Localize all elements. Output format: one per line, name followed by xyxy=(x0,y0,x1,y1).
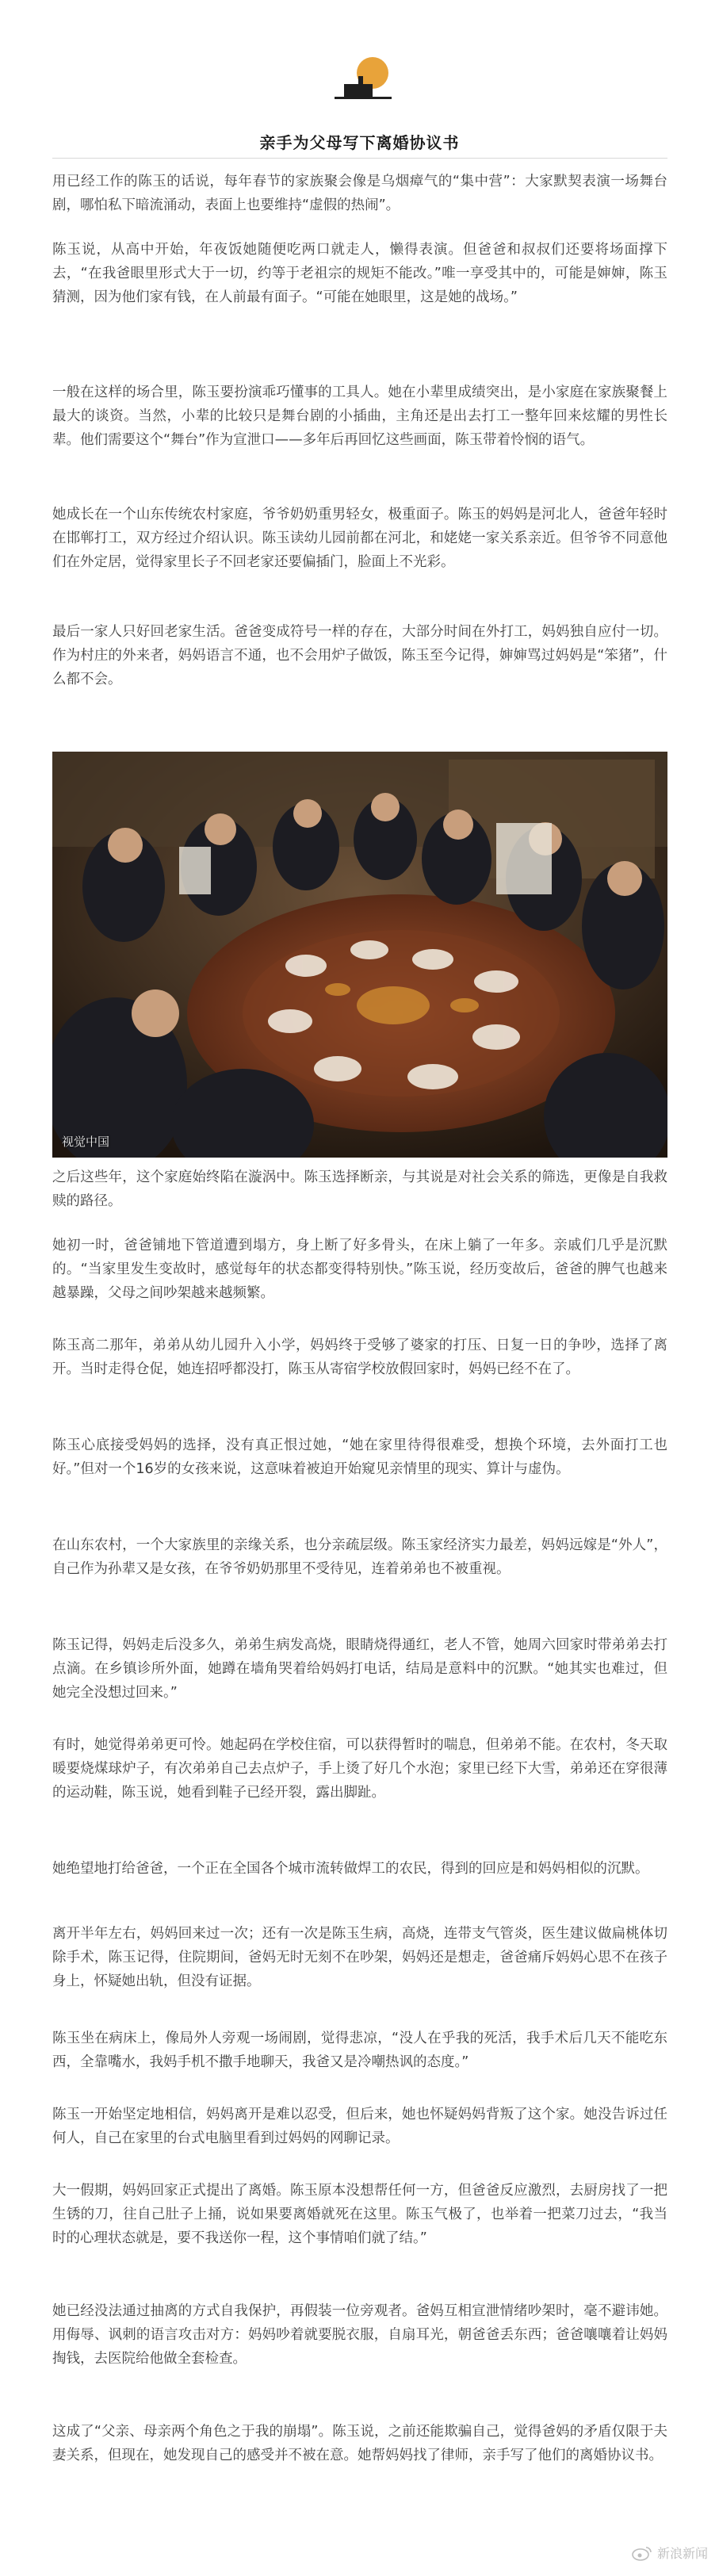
paragraph: 这成了“父亲、母亲两个角色之于我的崩塌”。陈玉说，之前还能欺骗自己，觉得爸妈的矛盾仅限于夫妻关系，但现在，她发现自己的感受并不被在意。她帮妈妈找了律师，亲手写了他们的离婚协议书。 xyxy=(52,2424,667,2463)
weibo-icon xyxy=(632,2545,652,2561)
paragraph: 一般在这样的场合里，陈玉要扮演乖巧懂事的工具人。她在小辈里成绩突出，是小家庭在家族聚餐上最大的谈资。当然，小辈的比较只是舞台剧的小插曲，主角还是出去打工一整年回来炫耀的男性长辈。他们需要这个“舞台”作为宣泄口——多年后再回忆这些画面，陈玉带着怜悯的语气。 xyxy=(52,385,667,448)
title-divider xyxy=(52,158,667,159)
paragraph: 陈玉心底接受妈妈的选择，没有真正恨过她，“她在家里待得很难受，想换个环境，去外面打工也好。”但对一个16岁的女孩来说，这意味着被迫开始窥见亲情里的现实、算计与虚伪。 xyxy=(52,1437,667,1477)
family-dinner-image xyxy=(52,752,667,1158)
photo-credit: 视觉中国 xyxy=(62,1135,110,1149)
paragraph: 最后一家人只好回老家生活。爸爸变成符号一样的存在，大部分时间在外打工，妈妈独自应付一切。作为村庄的外来者，妈妈语言不通，也不会用炉子做饭，陈玉至今记得，婶婶骂过妈妈是“笨猪”，什么都不会。 xyxy=(52,624,667,687)
paragraph: 之后这些年，这个家庭始终陷在漩涡中。陈玉选择断亲，与其说是对社会关系的筛选，更像是自我救赎的路径。 xyxy=(52,1169,667,1209)
paragraph: 大一假期，妈妈回家正式提出了离婚。陈玉原本没想帮任何一方，但爸爸反应激烈，去厨房找了一把生锈的刀，往自己肚子上捅，说如果要离婚就死在这里。陈玉气极了，也举着一把菜刀过去，“我当时的心理状态就是，要不我送你一程，这个事情咱们就了结。” xyxy=(52,2183,667,2246)
paragraph: 她已经没法通过抽离的方式自我保护，再假装一位旁观者。爸妈互相宣泄情绪吵架时，毫不避讳她。用侮辱、讽刺的语言攻击对方：妈妈吵着就要脱衣服，自扇耳光，朝爸爸丢东西；爸爸嚷嚷着让妈妈掏钱，去医院给他做全套检查。 xyxy=(52,2303,667,2367)
paragraph: 陈玉高二那年，弟弟从幼儿园升入小学，妈妈终于受够了婆家的打压、日复一日的争吵，选择了离开。当时走得仓促，她连招呼都没打，陈玉从寄宿学校放假回家时，妈妈已经不在了。 xyxy=(52,1338,667,1377)
article-photo xyxy=(52,752,667,1158)
article-title: 亲手为父母写下离婚协议书 xyxy=(259,133,460,152)
paragraph: 有时，她觉得弟弟更可怜。她起码在学校住宿，可以获得暂时的喘息，但弟弟不能。在农村，冬天取暖要烧煤球炉子，有次弟弟自己去点炉子，手上烫了好几个水泡；家里已经下大雪，弟弟还在穿很薄的运动鞋，陈玉说，她看到鞋子已经开裂，露出脚趾。 xyxy=(52,1737,667,1801)
paragraph: 陈玉记得，妈妈走后没多久，弟弟生病发高烧，眼睛烧得通红，老人不管，她周六回家时带弟弟去打点滴。在乡镇诊所外面，她蹲在墙角哭着给妈妈打电话，结局是意料中的沉默。“她其实也难过，但她完全没想过回来。” xyxy=(52,1637,667,1701)
paragraph: 离开半年左右，妈妈回来过一次；还有一次是陈玉生病，高烧，连带支气管炎，医生建议做扁桃体切除手术，陈玉记得，住院期间，爸妈无时无刻不在吵架，妈妈还是想走，爸爸痛斥妈妈心思不在孩子身上，怀疑她出轨，但没有证据。 xyxy=(52,1926,667,1989)
brand-logo-icon xyxy=(327,52,400,106)
paragraph: 用已经工作的陈玉的话说，每年春节的家族聚会像是乌烟瘴气的“集中营”：大家默契表演一场舞台剧，哪怕私下暗流涌动，表面上也要维持“虚假的热闹”。 xyxy=(52,174,667,213)
source-watermark xyxy=(632,2543,708,2562)
paragraph: 她绝望地打给爸爸，一个正在全国各个城市流转做焊工的农民，得到的回应是和妈妈相似的沉默。 xyxy=(52,1861,649,1877)
paragraph: 她成长在一个山东传统农村家庭，爷爷奶奶重男轻女，极重面子。陈玉的妈妈是河北人，爸爸年轻时在邯郸打工，双方经过介绍认识。陈玉读幼儿园前都在河北，和姥姥一家关系亲近。但爷爷不同意他们在外定居，觉得家里长子不回老家还要偏插门，脸面上不光彩。 xyxy=(52,507,667,570)
paragraph: 她初一时，爸爸铺地下管道遭到塌方，身上断了好多骨头，在床上躺了一年多。亲戚们几乎是沉默的。“当家里发生变故时，感觉每年的状态都变得特别快。”陈玉说，经历变故后，爸爸的脾气也越来越暴躁，父母之间吵架越来越频繁。 xyxy=(52,1238,667,1301)
watermark-text: 新浪新闻 xyxy=(656,2546,708,2561)
paragraph: 在山东农村，一个大家族里的亲缘关系，也分亲疏层级。陈玉家经济实力最差，妈妈远嫁是“外人”，自己作为孙辈又是女孩，在爷爷奶奶那里不受待见，连着弟弟也不被重视。 xyxy=(52,1537,667,1577)
paragraph: 陈玉坐在病床上，像局外人旁观一场闹剧，觉得悲凉，“没人在乎我的死活，我手术后几天不能吃东西，全靠嘴水，我妈手机不撒手地聊天，我爸又是冷嘲热讽的态度。” xyxy=(52,2031,667,2070)
paragraph: 陈玉一开始坚定地相信，妈妈离开是难以忍受，但后来，她也怀疑妈妈背叛了这个家。她没告诉过任何人，自己在家里的台式电脑里看到过妈妈的网聊记录。 xyxy=(52,2107,667,2146)
paragraph: 陈玉说，从高中开始，年夜饭她随便吃两口就走人，懒得表演。但爸爸和叔叔们还要将场面撑下去，“在我爸眼里形式大于一切，约等于老祖宗的规矩不能改。”唯一享受其中的，可能是婶婶，陈玉猜测，因为他们家有钱，在人前最有面子。“可能在她眼里，这是她的战场。” xyxy=(52,242,667,305)
